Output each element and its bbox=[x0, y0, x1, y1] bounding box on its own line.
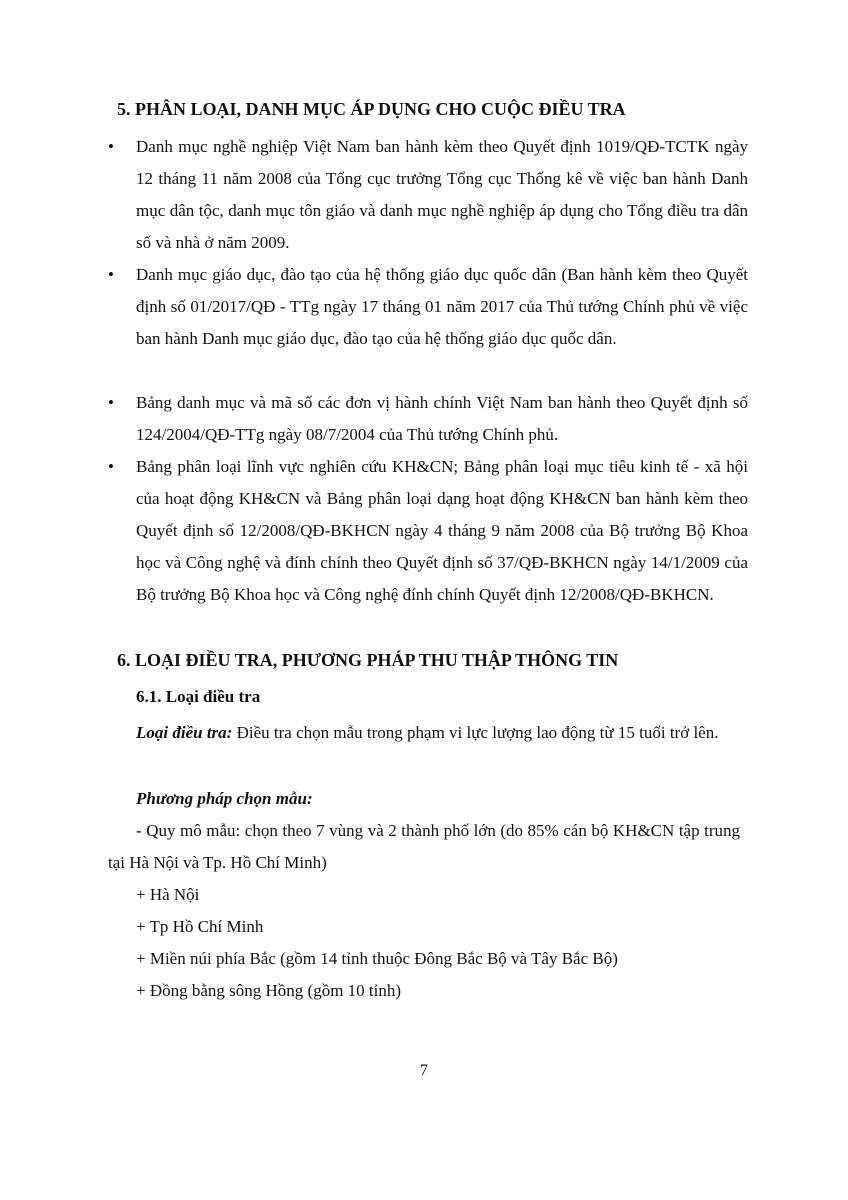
survey-type-paragraph bbox=[108, 717, 740, 749]
list-item-text: Bảng phân loại lĩnh vực nghiên cứu KH&CN; Bảng phân loại mục tiêu kinh tế - xã hội của hoạt động KH&CN và Bảng phân loại dạng hoạt động KH&CN ban hành kèm theo Quyết định số 12/2008/QĐ-BKHCN ngày 4 tháng 9 năm 2008 của Bộ trưởng Bộ Khoa học và Công nghệ và đính chính theo Quyết định số 37/QĐ-BKHCN ngày 14/1/2009 của Bộ trưởng Bộ Khoa học và Công nghệ đính chính Quyết định 12/2008/QĐ-BKHCN. bbox=[136, 457, 748, 604]
list-item bbox=[108, 131, 748, 259]
region-item: + Tp Hồ Chí Minh bbox=[136, 917, 264, 936]
list-item-text: Danh mục giáo dục, đào tạo của hệ thống giáo dục quốc dân (Ban hành kèm theo Quyết định số 01/2017/QĐ - TTg ngày 17 tháng 01 năm 2017 của Thủ tướng Chính phủ về việc ban hành Danh mục giáo dục, đào tạo của hệ thống giáo dục quốc dân. bbox=[136, 265, 748, 348]
bullet-icon: • bbox=[108, 265, 114, 284]
subsection-6-1-heading: 6.1. Loại điều tra bbox=[136, 687, 261, 706]
list-item-text: Danh mục nghề nghiệp Việt Nam ban hành kèm theo Quyết định 1019/QĐ-TCTK ngày 12 tháng 11 năm 2008 của Tổng cục trưởng Tổng cục Thống kê về việc ban hành Danh mục dân tộc, danh mục tôn giáo và danh mục nghề nghiệp áp dụng cho Tổng điều tra dân số và nhà ở năm 2009. bbox=[136, 137, 748, 252]
list-item-text: Bảng danh mục và mã số các đơn vị hành chính Việt Nam ban hành theo Quyết định số 124/2004/QĐ-TTg ngày 08/7/2004 của Thủ tướng Chính phủ. bbox=[136, 393, 748, 444]
bullet-icon: • bbox=[108, 457, 114, 476]
page-number: 7 bbox=[420, 1062, 428, 1079]
section-5-heading: 5. PHÂN LOẠI, DANH MỤC ÁP DỤNG CHO CUỘC ĐIỀU TRA bbox=[117, 99, 626, 119]
bullet-icon: • bbox=[108, 137, 114, 156]
bullet-icon: • bbox=[108, 393, 114, 412]
sampling-method-label: Phương pháp chọn mẫu: bbox=[136, 789, 313, 808]
sample-size-paragraph: - Quy mô mẫu: chọn theo 7 vùng và 2 thành phố lớn (do 85% cán bộ KH&CN tập trung tại Hà Nội và Tp. Hồ Chí Minh) bbox=[108, 821, 740, 872]
region-item: + Đồng bằng sông Hồng (gồm 10 tỉnh) bbox=[136, 981, 402, 1000]
region-item: + Miền núi phía Bắc (gồm 14 tỉnh thuộc Đông Bắc Bộ và Tây Bắc Bộ) bbox=[136, 949, 618, 968]
list-item bbox=[108, 387, 748, 451]
list-item bbox=[108, 259, 748, 355]
list-item bbox=[108, 451, 748, 611]
survey-type-text: Điều tra chọn mẫu trong phạm vi lực lượng lao động từ 15 tuổi trở lên. bbox=[232, 723, 719, 742]
section-6-heading: 6. LOẠI ĐIỀU TRA, PHƯƠNG PHÁP THU THẬP THÔNG TIN bbox=[117, 650, 619, 670]
region-item: + Hà Nội bbox=[136, 885, 200, 904]
survey-type-label: Loại điều tra: bbox=[136, 723, 233, 742]
